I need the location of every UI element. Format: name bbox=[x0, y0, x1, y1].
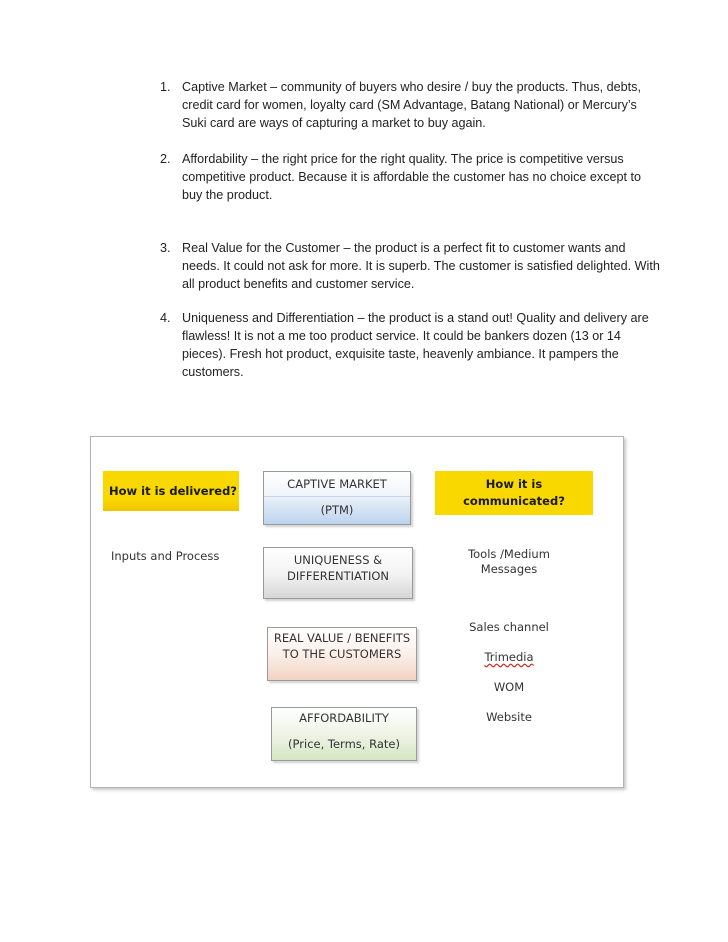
list-item-number: 3. bbox=[160, 241, 171, 255]
uniqueness-line-1: UNIQUENESS & bbox=[293, 553, 383, 567]
uniqueness-box bbox=[263, 547, 413, 599]
list-item bbox=[160, 78, 660, 132]
delivered-header: How it is delivered? bbox=[103, 471, 239, 511]
real-value-line-1: REAL VALUE / BENEFITS bbox=[273, 631, 411, 645]
box-divider bbox=[264, 496, 410, 497]
captive-market-box bbox=[263, 471, 411, 525]
list-item bbox=[160, 150, 660, 204]
real-value-line-2: TO THE CUSTOMERS bbox=[282, 647, 402, 661]
list-item-text: Affordability – the right price for the right quality. The price is competitive versus competitive product. Because it is affordable the customer has no choice except to buy the product. bbox=[182, 152, 641, 202]
tools-medium-label: Tools /Medium Messages bbox=[468, 547, 550, 576]
captive-market-title: CAPTIVE MARKET bbox=[287, 477, 387, 491]
sales-channel-list bbox=[449, 605, 569, 740]
inputs-process-label: Inputs and Process bbox=[111, 549, 220, 563]
list-item-number: 4. bbox=[160, 311, 171, 325]
website-label: Website bbox=[486, 710, 532, 724]
list-item-text: Captive Market – community of buyers who desire / buy the products. Thus, debts, credit card for women, loyalty card (SM Advantage, Batang National) or Mercury’s Suki card are ways of capturing a market to buy again. bbox=[182, 80, 641, 130]
captive-market-subtitle: (PTM) bbox=[320, 503, 354, 517]
affordability-line-2: (Price, Terms, Rate) bbox=[288, 737, 400, 751]
affordability-line-1: AFFORDABILITY bbox=[299, 711, 389, 725]
communicated-header: How it is communicated? bbox=[435, 471, 593, 515]
real-value-box bbox=[267, 627, 417, 681]
numbered-list bbox=[160, 78, 660, 381]
sales-channel-label: Sales channel bbox=[469, 620, 549, 634]
marketing-diagram bbox=[90, 436, 624, 788]
list-item-number: 1. bbox=[160, 80, 171, 94]
list-item-number: 2. bbox=[160, 152, 171, 166]
list-item-text: Real Value for the Customer – the product is a perfect fit to customer wants and needs. It could not ask for more. It is superb. The customer is satisfied delighted. With all product benefits and customer service. bbox=[182, 241, 660, 291]
uniqueness-line-2: DIFFERENTIATION bbox=[286, 569, 390, 583]
list-item bbox=[160, 239, 660, 293]
wom-label: WOM bbox=[493, 680, 525, 694]
trimedia-label: Trimedia bbox=[484, 650, 534, 664]
affordability-box bbox=[271, 707, 417, 761]
list-item-text: Uniqueness and Differentiation – the product is a stand out! Quality and delivery are flawless! It is not a me too product service. It could be bankers dozen (13 or 14 pieces). Fresh hot product, exquisite taste, heavenly ambiance. It pampers the customers. bbox=[182, 311, 649, 379]
list-item bbox=[160, 309, 660, 381]
